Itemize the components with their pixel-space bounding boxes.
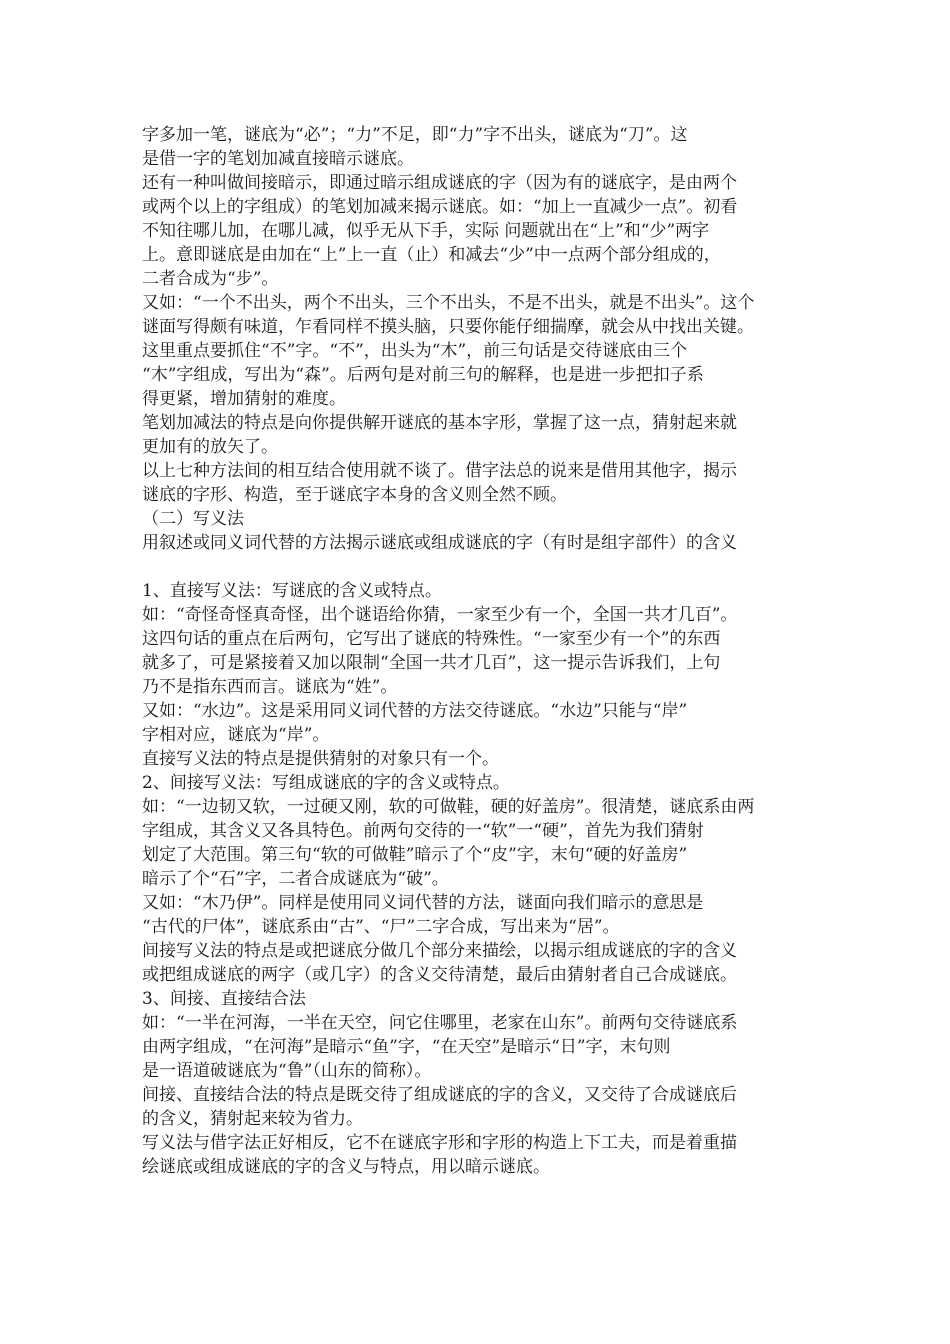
text-line: 间接写义法的特点是或把谜底分做几个部分来描绘，以揭示组成谜底的字的含义 [142, 941, 737, 961]
text-line: 得更紧，增加猜射的难度。 [142, 389, 346, 409]
text-line: 如：“奇怪奇怪真奇怪，出个谜语给你猜，一家至少有一个，全国一共才几百”。 [142, 605, 738, 625]
text-line: 又如：“水边”。这是采用同义词代替的方法交待谜底。“水边”只能与“岸” [142, 701, 688, 721]
text-line: 更加有的放矢了。 [142, 437, 278, 457]
text-line: 间接、直接结合法的特点是既交待了组成谜底的字的含义，又交待了合成谜底后 [142, 1085, 737, 1105]
text-line: 如：“一边韧又软，一过硬又刚，软的可做鞋，硬的好盖房”。很清楚，谜底系由两 [142, 797, 755, 817]
text-line: 绘谜底或组成谜底的字的含义与特点，用以暗示谜底。 [142, 1157, 550, 1177]
text-line: “古代的尸体”，谜底系由“古”、“尸”二字合成，写出来为“居”。 [142, 917, 620, 937]
text-line: 是一语道破谜底为“鲁”（山东的简称）。 [142, 1061, 432, 1081]
subsection-heading: 3、间接、直接结合法 [142, 989, 306, 1009]
text-line: 又如：“一个不出头，两个不出头，三个不出头，不是不出头，就是不出头”。这个 [142, 293, 755, 313]
text-line: 如：“一半在河海，一半在天空，问它住哪里，老家在山东”。前两句交待谜底系 [142, 1013, 738, 1033]
text-line: 由两字组成，“在河海”是暗示“鱼”字，“在天空”是暗示“日”字，末句则 [142, 1037, 671, 1057]
subsection-heading: 1、直接写义法：写谜底的含义或特点。 [142, 581, 442, 601]
document-body [142, 123, 822, 1179]
text-line: 直接写义法的特点是提供猜射的对象只有一个。 [142, 749, 499, 769]
text-line: 字相对应，谜底为“岸”。 [142, 725, 330, 745]
text-line: 写义法与借字法正好相反，它不在谜底字形和字形的构造上下工夫，而是着重描 [142, 1133, 737, 1153]
text-line: 乃不是指东西而言。谜底为“姓”。 [142, 677, 398, 697]
text-line: 谜面写得颇有味道，乍看同样不摸头脑，只要你能仔细揣摩，就会从中找出关键。 [142, 317, 754, 337]
text-line: 或两个以上的字组成）的笔划加减来揭示谜底。如：“加上一直减少一点”。初看 [142, 197, 738, 217]
text-line: 字多加一笔，谜底为“必”；“力”不足，即“力”字不出头，谜底为“刀”。这 [142, 125, 688, 145]
text-line: 就多了，可是紧接着又加以限制“全国一共才几百”，这一提示告诉我们，上句 [142, 653, 721, 673]
text-line: 划定了大范围。第三句“软的可做鞋”暗示了个“皮”字，末句“硬的好盖房” [142, 845, 688, 865]
text-line: 是借一字的笔划加减直接暗示谜底。 [142, 149, 414, 169]
text-line: 这四句话的重点在后两句，它写出了谜底的特殊性。“一家至少有一个”的东西 [142, 629, 721, 649]
text-line: 上。意即谜底是由加在“上”上一直（止）和减去“少”中一点两个部分组成的， [142, 245, 721, 265]
text-line: 以上七种方法间的相互结合使用就不谈了。借字法总的说来是借用其他字，揭示 [142, 461, 737, 481]
text-line: 暗示了个“石”字，二者合成谜底为“破”。 [142, 869, 449, 889]
text-line: 还有一种叫做间接暗示，即通过暗示组成谜底的字（因为有的谜底字，是由两个 [142, 173, 737, 193]
blank-line [142, 555, 822, 579]
text-line: 谜底的字形、构造，至于谜底字本身的含义则全然不顾。 [142, 485, 567, 505]
text-line: 笔划加减法的特点是向你提供解开谜底的基本字形，掌握了这一点，猜射起来就 [142, 413, 737, 433]
text-line: 字组成，其含义又各具特色。前两句交待的一“软”一“硬”，首先为我们猜射 [142, 821, 704, 841]
subsection-heading: 2、间接写义法：写组成谜底的字的含义或特点。 [142, 773, 510, 793]
text-line: 又如：“木乃伊”。同样是使用同义词代替的方法，谜面向我们暗示的意思是 [142, 893, 704, 913]
text-line: 的含义，猜射起来较为省力。 [142, 1109, 363, 1129]
text-line: 二者合成为“步”。 [142, 269, 279, 289]
text-line: 不知往哪儿加，在哪儿减，似乎无从下手，实际 问题就出在“上”和“少”两字 [142, 221, 710, 241]
text-line: 或把组成谜底的两字（或几字）的含义交待清楚，最后由猜射者自己合成谜底。 [142, 965, 737, 985]
text-line: 用叙述或同义词代替的方法揭示谜底或组成谜底的字（有时是组字部件）的含义 [142, 533, 737, 553]
text-line: 这里重点要抓住“不”字。“不”，出头为“木”，前三句话是交待谜底由三个 [142, 341, 688, 361]
section-heading: （二）写义法 [142, 509, 244, 529]
text-line: “木”字组成，写出为“森”。后两句是对前三句的解释，也是进一步把扣子系 [142, 365, 704, 385]
